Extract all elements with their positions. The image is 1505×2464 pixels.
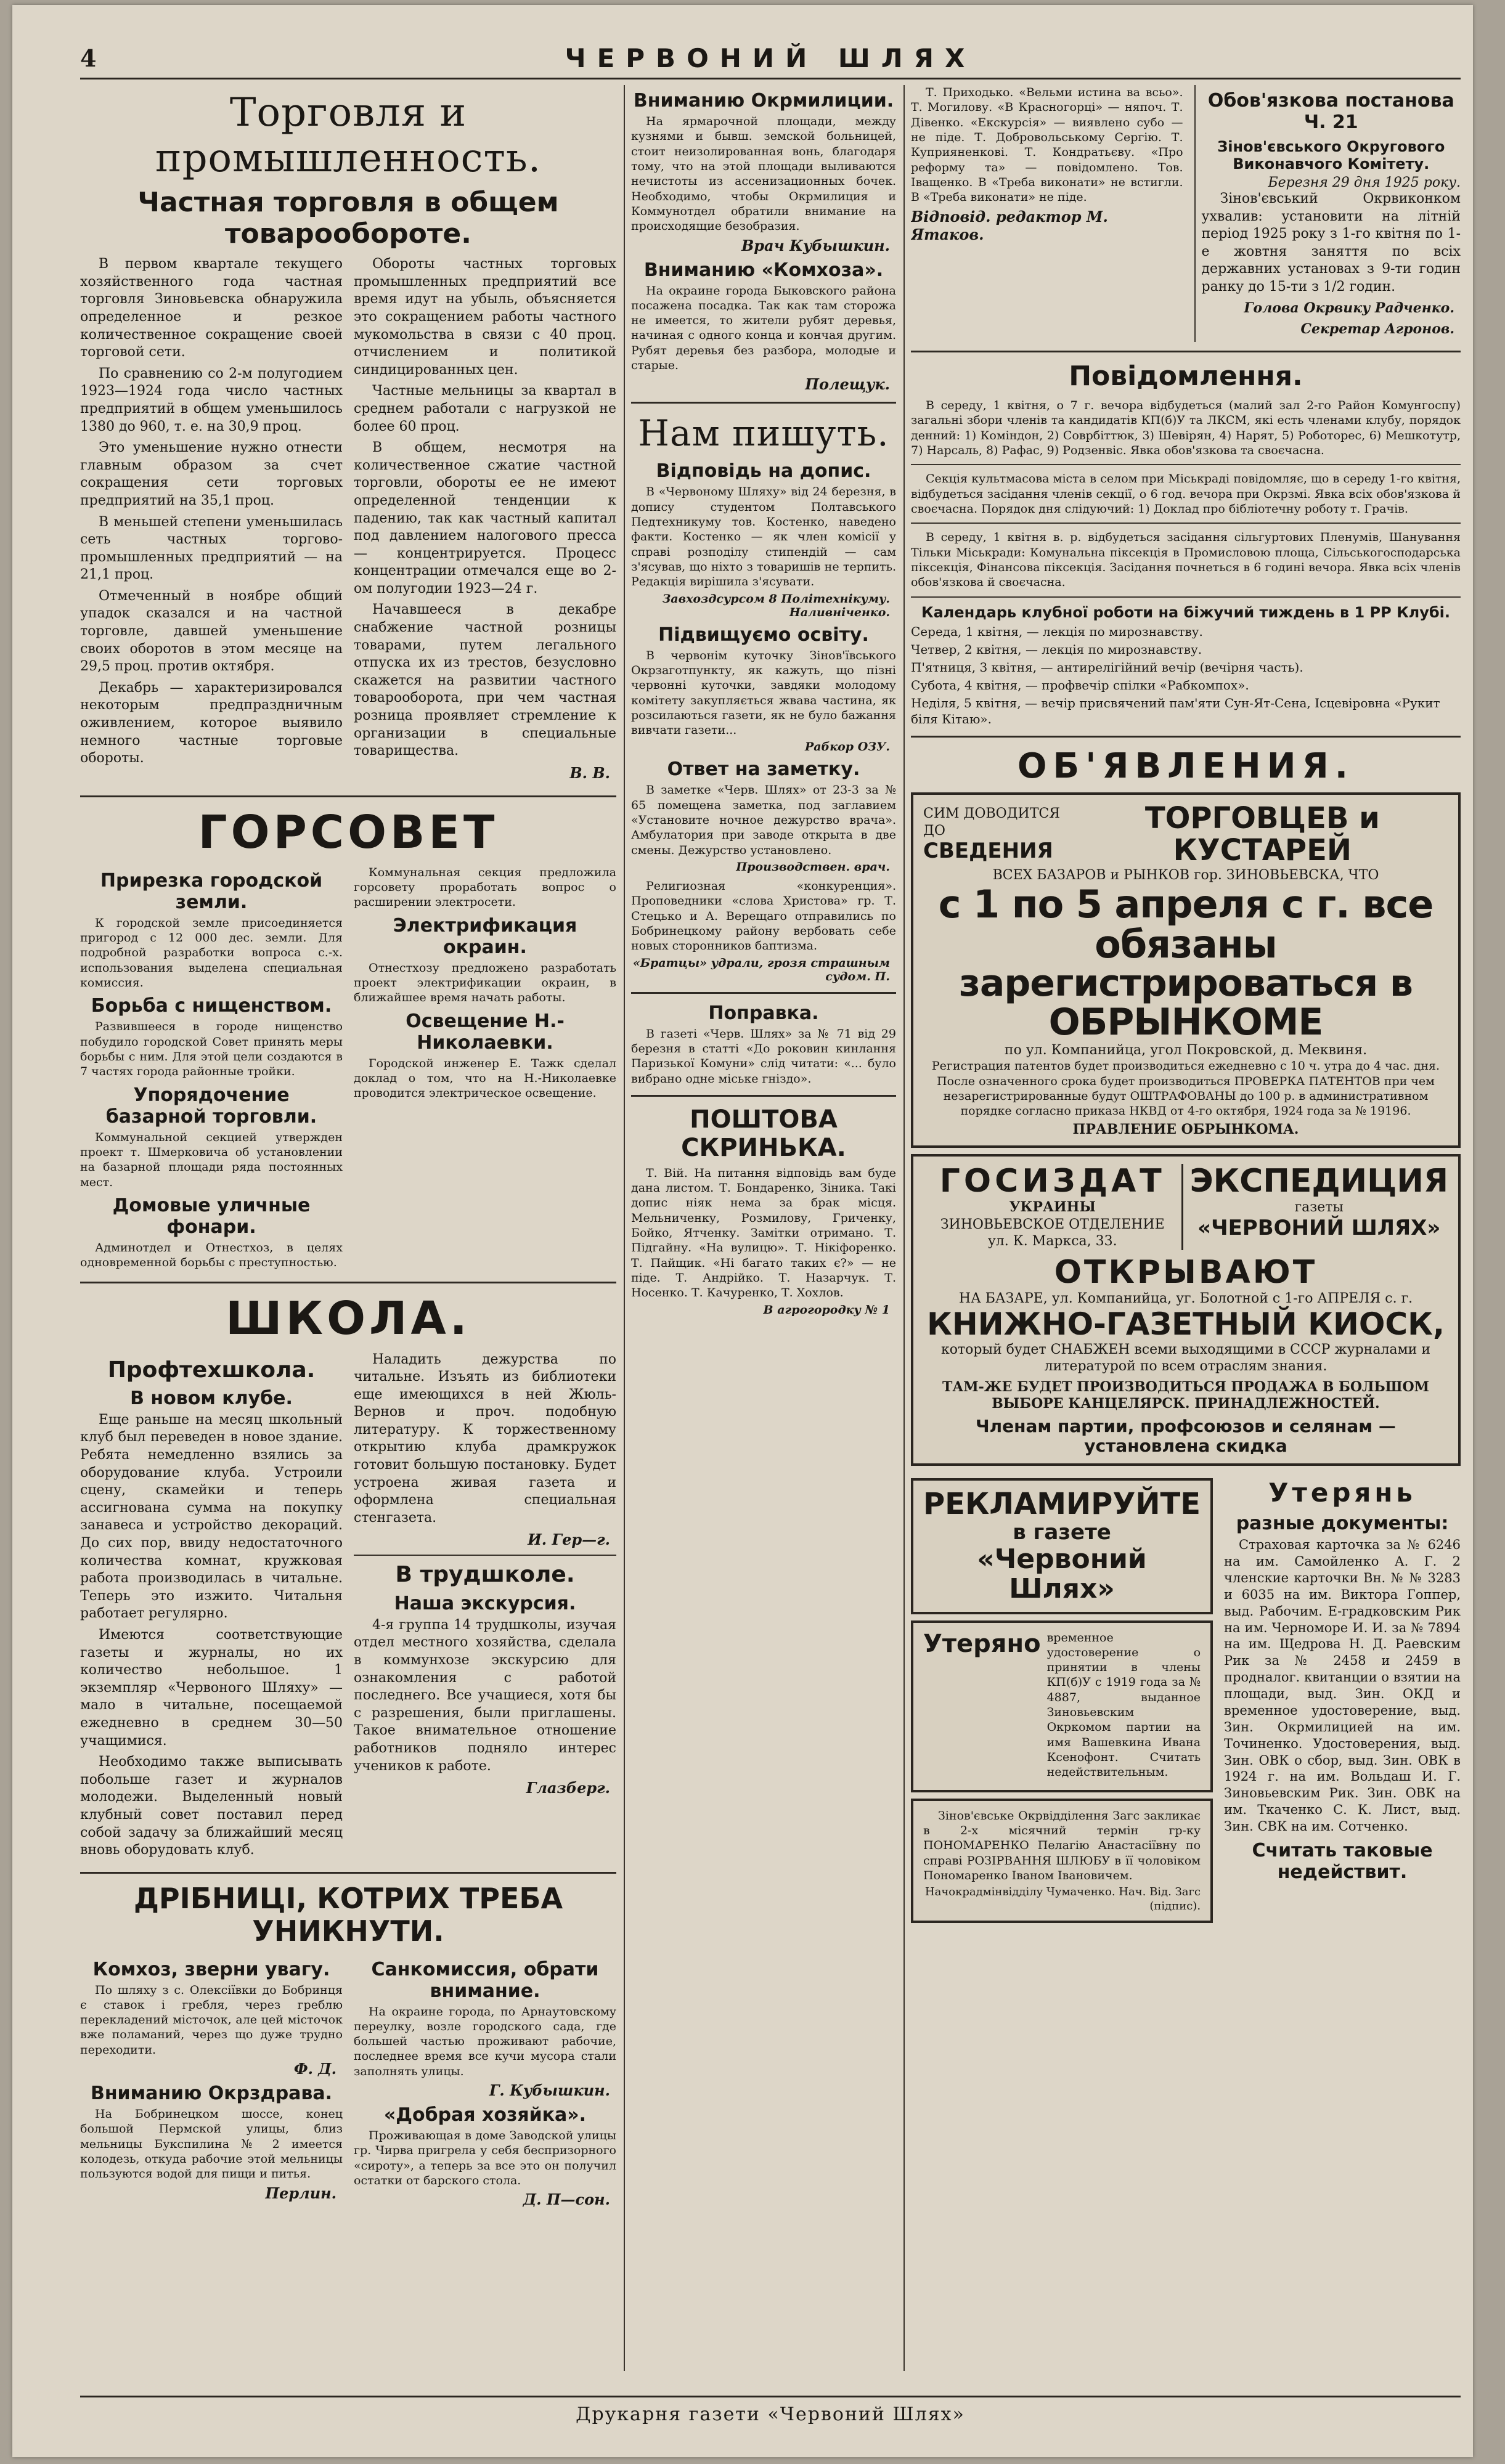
bottom-ads bbox=[911, 1472, 1461, 1929]
ad-signature: ПРАВЛЕНИЕ ОБРЫНКОМА. bbox=[1072, 1121, 1299, 1137]
calendar-item: П'ятниця, 3 квітня, — антирелігійний вечір (вечірня часть). bbox=[911, 659, 1303, 675]
signature: «Братцы» удрали, грозя страшным судом. П. bbox=[632, 956, 890, 983]
signature: В агрогородку № 1 bbox=[763, 1303, 890, 1317]
paragraph: В «Червоному Шляху» від 24 березня, в допису студентом Полтавського Педтехникуму тов. Костенко, наведено факти. Костенко — як член комісії у справі розподілу стипендій — сам з'ясував, що ніхто з товаришів не терпить. Редакція вирішила з'ясувати. bbox=[631, 485, 896, 589]
divider bbox=[631, 1095, 896, 1097]
paragraph: Частные мельницы за квартал в среднем работали с нагрузкой не более 60 проц. bbox=[354, 383, 616, 434]
paragraph: Т. Приходько. «Вельми истина ва всьо». Т. Могилову. «В Красногорці» — няпоч. Т. Дівенко. «Екскурсія» — виявлено субо — не піде. Т. Добровольському Сергію. Т. Куприяненкові. Т. Кондратьєву. «Про реформу та» — повідомлено. Тов. Іващенко. В «Треба виконати» не встигли. В «Треба виконати» не піде. bbox=[911, 86, 1183, 205]
section-title: Торговля и промышленность. bbox=[155, 90, 542, 181]
paragraph: В общем, несмотря на количественное сжатие частной торговли, обороты ее не имеют определенной тенденции к падению, так как частный капитал под давлением налогового пресса — концентрируется. Процесс концентрации отмечался еще во 2-ом полугодии 1923—24 г. bbox=[354, 440, 616, 596]
article-title: Вниманию Окрмилиции. bbox=[633, 90, 894, 112]
article-title: Профтехшкола. bbox=[107, 1357, 316, 1383]
news-text: К городской земле присоединяется пригород с 12 000 дес. земли. Для подробной разработки вопроса с.-х. использования выделена специальная комиссия. bbox=[80, 916, 343, 990]
divider bbox=[911, 464, 1461, 465]
ad-headline: КНИЖНО-ГАЗЕТНЫЙ КИОСК, bbox=[927, 1306, 1445, 1342]
paragraph: На Бобринецком шоссе, конец большой Пермской улицы, близ мельницы Букспилина № 2 имеется колодезь, откуда рабочие этой мельницы пользуются водой для пищи и питья. bbox=[80, 2107, 343, 2181]
ad-text: Регистрация патентов будет производиться ежедневно с 10 ч. утра до 4 час. дня. После означенного срока будет производиться ПРОВЕРКА ПАТЕНТОВ при чем незарегистрированные будут ОШТРАФОВАНЫ до 100 р. в административном порядке согласно приказа НКВД от 4-го октября, 1924 года за № 19196. bbox=[931, 1059, 1440, 1118]
signature: Голова Окрвику Радченко. bbox=[1244, 299, 1454, 316]
news-title: Борьба с нищенством. bbox=[91, 995, 332, 1017]
news-text: Админотдел и Отнестхоз, в целях одновременной борьбы с преступностью. bbox=[80, 1240, 343, 1270]
paragraph: В меньшей степени уменьшилась сеть частных торгово-промышленных предприятий — на 21,1 проц. bbox=[80, 514, 343, 583]
signature: Завхоздсурсом 8 Політехнікуму. Наливніченко. bbox=[662, 592, 890, 619]
ad-text: газеты bbox=[1294, 1200, 1344, 1216]
divider bbox=[631, 402, 896, 404]
section-title-school: ШКОЛА. bbox=[226, 1291, 471, 1345]
paragraph: Еще раньше на месяц школьный клуб был переведен в новое здание. Ребята немедленно взялись за оборудование клуба. Устроили сцену, скамейки и теперь ассигнована сумма на покупку занавеса и устройство декораций. До сих пор, ввиду недостаточного количества комнат, кружковая работа производилась в читальне. Теперь это изжито. Читальня работает регулярно. bbox=[80, 1412, 343, 1622]
ad-text: ТАМ-ЖЕ БУДЕТ ПРОИЗВОДИТЬСЯ ПРОДАЖА В БОЛЬШОМ ВЫБОРЕ КАНЦЕЛЯРСК. ПРИНАДЛЕЖНОСТЕЙ. bbox=[942, 1378, 1430, 1412]
paragraph: Зінов'євський Окрвиконком ухвалив: установити на літній період 1925 року з 1-го квітня по 1-е жовтня заняття по всіх державних установах з 9-ти годин ранку до 15-ти з 1/2 годин. bbox=[1201, 191, 1461, 295]
paragraph: Имеются соответствующие газеты и журналы, но их количество небольшое. 1 экземпляр «Червоного Шляху» — мало в читальне, посещаемой ежедневно в среднем 30—50 учащимися. bbox=[80, 1627, 343, 1749]
section-title-announcements: Повідомлення. bbox=[1069, 360, 1303, 392]
article-title: Вниманию Окрздрава. bbox=[90, 2083, 333, 2105]
ad-text: УКРАИНЫ bbox=[1009, 1199, 1096, 1216]
signature: Ф. Д. bbox=[293, 2060, 336, 2078]
paragraph: На окраине города Быковского района посажена посадка. Так как там сторожа не имеется, то жители рубят деревья, начиная с одного конца и кончая другим. Рубят деревья без разбора, молодые и старые. bbox=[631, 283, 896, 373]
paragraph: Обороты частных торговых промышленных предприятий все время идут на убыль, объясняется это сокращением работы частного мукомольства в связи с 40 проц. отчислением и политикой синдицированных цен. bbox=[354, 256, 616, 378]
column-2 bbox=[631, 85, 896, 2371]
paragraph: По сравнению со 2-м полугодием 1923—1924 года число частных предприятий в общем уменьшилось 1380 до 960, т. е. на 30,9 проц. bbox=[80, 365, 343, 434]
article-title: Підвищуємо освіту. bbox=[658, 624, 869, 646]
news-title: Упорядочение базарной торговли. bbox=[105, 1084, 317, 1128]
paragraph: По шляху з с. Олексіївки до Бобринця є ставок і гребля, через греблю перекладений місточок, але цей місточок вже поламаний, через що дуже трудно переходити. bbox=[80, 1983, 343, 2057]
ad-headline: ЭКСПЕДИЦИЯ bbox=[1189, 1163, 1448, 1200]
masthead bbox=[80, 41, 1461, 79]
section-title-ads: ОБ'ЯВЛЕНИЯ. bbox=[1017, 746, 1355, 786]
ad-text: ул. К. Маркса, 33. bbox=[987, 1234, 1117, 1250]
ad-text: который будет СНАБЖЕН всеми выходящими в СССР журналами и литературой по всем отраслям знания. bbox=[941, 1341, 1430, 1374]
ad-headline: ГОСИЗДАТ bbox=[939, 1163, 1165, 1200]
ad-text: СВЕДЕНИЯ bbox=[923, 839, 1053, 864]
divider bbox=[911, 736, 1461, 738]
column-rule bbox=[903, 85, 905, 2371]
news-text: Коммунальная секция предложила горсовету проработать вопрос о расширении электросети. bbox=[354, 865, 616, 909]
paragraph: Начавшееся в декабре снабжение частной розницы товарами, путем легального отпуска их из трестов, безусловно скажется на развитии частного товарооборота, при чем частная розница проявляет стремление к организации в специальные товарищества. bbox=[354, 602, 616, 759]
paragraph: В середу, 1 квітня в. р. відбудеться засідання сільгуртових Пленумів, Шанування Тільки Міськради: Комунальна піксекція в Промисловою площа, Сільськогосподарська піксекція, Фінансова піксекція. Засідання почнеться в 6 годині вечора. Явка всіх членів обов'язкова й своєчасна. bbox=[911, 531, 1461, 590]
divider bbox=[911, 596, 1461, 598]
page-number: 4 bbox=[80, 44, 97, 72]
ad-lost-certificate bbox=[911, 1620, 1213, 1792]
ad-headline: Утеряно bbox=[923, 1629, 1041, 1658]
paragraph: Наладить дежурства по читальне. Изъять из библиотеки еще имеющихся в ней Жюль-Вернов и проч. подобную литературу. К торжественному открытию клуба драмкружок готовит большую постановку. Будет устроена живая газета и оформлена специальная стенгазета. bbox=[354, 1351, 616, 1526]
paragraph: В газеті «Черв. Шлях» за № 71 від 29 березня в статті «До роковин кинлання Паризької Комуни» слід читати: «... було вибрано одне міське гніздо». bbox=[631, 1027, 896, 1086]
signature: Рабкор ОЗУ. bbox=[804, 740, 890, 754]
article-subtitle: Наша экскурсия. bbox=[394, 1592, 576, 1614]
ad-text: ЗИНОВЬЕВСКОЕ ОТДЕЛЕНИЕ bbox=[940, 1216, 1165, 1232]
signature: В. В. bbox=[569, 763, 610, 782]
paragraph: Т. Вій. На питання відповідь вам буде дана листом. Т. Бондаренко, Зіника. Такі допис ніяк нема за брак місця. Мельниченку, Розмилову, Гриченку, Бойко, Ятченку. Замітки отримано. Т. Підгайну. «На вулицю». Т. Нікіфоренко. Т. Пайщик. «Ні багато таких є?» — не піде. Т. Андрійко. Т. Назарчук. Т. Носенко. Т. Качуренко, Т. Хохлов. bbox=[631, 1166, 896, 1300]
ad-obrynkom bbox=[911, 792, 1461, 1149]
calendar-item: Середа, 1 квітня, — лекція по мирознавству. bbox=[911, 624, 1203, 639]
paragraph: Отмеченный в ноябре общий упадок сказался и на частной торговле, давшей уменьшение своих оборотов в этом месяце на 29,5 проц. против октября. bbox=[80, 588, 343, 675]
ad-headline: с 1 по 5 апреля с г. все обязаны bbox=[938, 881, 1434, 967]
ad-advertise bbox=[911, 1478, 1213, 1614]
ad-text: в газете bbox=[1013, 1519, 1111, 1545]
column-3 bbox=[911, 85, 1461, 2371]
divider bbox=[354, 1555, 616, 1556]
ad-text: ВСЕХ БАЗАРОВ и РЫНКОВ гор. ЗИНОВЬЕВСКА, ЧТО bbox=[992, 868, 1379, 884]
paragraph: В червонім куточку Зінов'ївського Окрзаготпункту, як кажуть, що пізні червонні куточки, завдяки молодому комітету закупляється жвава частина, як розсилаються газети, як не було бажання вивчати газети... bbox=[631, 648, 896, 738]
ad-headline: ТОРГОВЦЕВ и КУСТАРЕЙ bbox=[1144, 800, 1380, 868]
divider bbox=[911, 351, 1461, 352]
lost-end: Считать таковые недействит. bbox=[1252, 1839, 1433, 1883]
paragraph: В первом квартале текущего хозяйственного года частная торговля Зиновьевска обнаружила определенное и резкое количественное сокращение своей торговой сети. bbox=[80, 256, 343, 360]
signature: Производствен. врач. bbox=[736, 860, 890, 874]
calendar-item: Четвер, 2 квітня, — лекція по мирознавству. bbox=[911, 641, 1202, 657]
news-text: Отнестхозу предложено разработать проект электрификации окраин, в ближайшее время начать работы. bbox=[354, 961, 616, 1005]
news-title: Освещение Н.-Николаевки. bbox=[406, 1010, 565, 1054]
signature: Глазберг. bbox=[526, 1779, 610, 1797]
calendar-item: Неділя, 5 квітня, — вечір присвячений пам'яти Сун-Ят-Сена, Ісцевіровна «Рукит біля Кітаю». bbox=[911, 695, 1440, 726]
article-headline: Частная торговля в общем товарообороте. bbox=[137, 187, 559, 250]
article-title: Ответ на заметку. bbox=[667, 758, 860, 781]
paragraph: Это уменьшение нужно отнести главным образом за счет сокращения сети торговых предприятий на 35,1 проц. bbox=[80, 440, 343, 508]
ad-text: НА БАЗАРЕ, ул. Компанийца, уг. Болотной с 1-го АПРЕЛЯ с. г. bbox=[958, 1291, 1413, 1306]
ad-headline: зарегистрироваться в ОБРЫНКОМЕ bbox=[958, 961, 1413, 1044]
divider bbox=[80, 1872, 616, 1874]
article-title: Поправка. bbox=[708, 1002, 819, 1024]
column-1 bbox=[80, 85, 616, 2371]
ad-zags bbox=[911, 1799, 1213, 1924]
newspaper-page bbox=[12, 5, 1473, 2457]
lost-title: Утерянь bbox=[1268, 1477, 1416, 1508]
signature: Секретар Агронов. bbox=[1300, 320, 1454, 337]
divider bbox=[631, 992, 896, 994]
divider bbox=[911, 522, 1461, 524]
news-title: Электрификация окраин. bbox=[393, 914, 577, 958]
paragraph: На ярмарочной площади, между кузнями и бывш. земской больницей, стоит неизолированная вонь, благодаря тому, что на этой площади выливаются нечистоты из ассенизационных бочек. Необходимо, чтобы Окрмилиция и Коммунотдел обратили внимание на происходящие безобразия. bbox=[631, 115, 896, 234]
calendar-title: Календарь клубної роботи на біжучий тиждень в 1 РР Клубі. bbox=[921, 603, 1451, 621]
ad-headline: «Червоний Шлях» bbox=[977, 1543, 1147, 1605]
section-title-mailbox: ПОШТОВА СКРИНЬКА. bbox=[681, 1105, 846, 1162]
ad-text: по ул. Компанийца, угол Покровской, д. Меквиня. bbox=[1004, 1042, 1368, 1058]
top-row bbox=[911, 85, 1461, 342]
calendar-item: Субота, 4 квітня, — профвечір спілки «Рабкомпох». bbox=[911, 677, 1249, 693]
gorsovet-news bbox=[80, 865, 616, 1273]
article-title: Відповідь на допис. bbox=[656, 460, 871, 482]
news-text: Коммунальной секцией утвержден проект т. Шмерковича об установлении на базарной площади ряда постоянных мест. bbox=[80, 1130, 343, 1189]
decree-date: Березня 29 дня 1925 року. bbox=[1268, 175, 1461, 190]
ad-signature: Начокрадмінвідділу Чумаченко. Нач. Від. Загс (підпис). bbox=[924, 1885, 1201, 1913]
news-text: Городской инженер Е. Тажк сделал доклад о том, что на Н.-Николаевке проводится электрическое освещение. bbox=[354, 1056, 616, 1100]
paragraph: В середу, 1 квітня, о 7 г. вечора відбудеться (малий зал 2-го Район Комунгоспу) загальні збори членів та кандидатів КП(б)У та ЛКСМ, які есть членами клубу, порядок денний: 1) Коміндон, 2) Соврбіттюк, 3) Шевірян, 4) Нарят, 5) Роботорес, 6) Мешкотутр, 7) Нарсаль, 8) Рафас, 9) Родзенвіс. Явка обов'язкова та своєчасна. bbox=[911, 399, 1461, 458]
paragraph: Проживающая в доме Заводской улицы гр. Чирва пригрела у себя беспризорного «сироту», а теперь за все это он получил остатки от барского стола. bbox=[354, 2129, 616, 2188]
ad-gosizdat bbox=[911, 1154, 1461, 1466]
lost-list: Страховая карточка за № 6246 на им. Самойленко А. Г. 2 членские карточки Вн. № № 3283 и 6035 на им. Виктора Гоппер, выд. Рабочим. Е-градковским Рик на им. Черноморе И. И. за № 7894 на им. Щедрова Н. Д. Раевским Рик за № 2458 и 2459 в продналог. квитанции о взятии на площади, выд. Зин. ОКД и временное удостоверение, выд. Зин. Окрмилицией на им. Точиненко. Удостоверения, выд. Зин. ОВК о сбор, выд. Зин. ОВК в 1924 г. на им. Вольдаш И. Г. Зиновьевским Рик. Зин. ОВК на им. Ткаченко С. К. Лист, выд. Зин. СВК на им. Сотченко. bbox=[1224, 1537, 1461, 1834]
paragraph: Секція культмасова міста в селом при Міськраді повідомляє, що в середу 1-го квітня, відбудеться засідання членів секції, о 6 год. вечора при Окрзмі. Явка всіх обов'язкова й своєчасна. Порядок дня слідуючий: 1) Доклад про бібліотечну роботу т. Грачів. bbox=[911, 472, 1461, 516]
news-title: Домовые уличные фонари. bbox=[112, 1194, 311, 1238]
editor-line: Відповід. редактор М. Ятаков. bbox=[911, 207, 1108, 243]
decree-subtitle: Зінов'євського Округового Виконавчого Комітету. bbox=[1217, 138, 1445, 173]
printer-footer: Друкарня газети «Червоний Шлях» bbox=[80, 2396, 1461, 2425]
newspaper-title: ЧЕРВОНИЙ ШЛЯХ bbox=[565, 43, 976, 73]
divider bbox=[80, 1282, 616, 1283]
dribnytsi-articles bbox=[80, 1954, 616, 2214]
article-title: «Добрая хозяйка». bbox=[383, 2104, 587, 2126]
paragraph: На окраине города, по Арнаутовскому переулку, возле городского сада, где большей частью проживают рабочие, последнее время все кучи мусора стали заполнять улицы. bbox=[354, 2004, 616, 2078]
ad-text: Членам партии, профсоюзов и селянам — установлена скидка bbox=[976, 1415, 1396, 1456]
article-title: Комхоз, зверни увагу. bbox=[92, 1958, 330, 1980]
article-subtitle: В новом клубе. bbox=[130, 1387, 293, 1409]
lost-subtitle: разные документы: bbox=[1236, 1513, 1449, 1535]
ad-headline: «ЧЕРВОНИЙ ШЛЯХ» bbox=[1197, 1215, 1441, 1240]
section-title-nam-pyshut: Нам пишуть. bbox=[638, 412, 889, 455]
paragraph: В заметке «Черв. Шлях» от 23-3 за № 65 помещена заметка, под заглавием «Установите ночное дежурство врача». Амбулатория при заводе открыта в две смены. Дежурство установлено. bbox=[631, 783, 896, 857]
lost-documents bbox=[1224, 1472, 1461, 1929]
article-trade bbox=[80, 256, 616, 787]
news-title: Прирезка городской земли. bbox=[100, 869, 323, 913]
section-title-dribnytsi: ДРІБНИЦІ, КОТРИХ ТРЕБА УНИКНУТИ. bbox=[133, 1881, 563, 1948]
news-text: Развившееся в городе нищенство побудило городской Совет принять меры борьбы с ним. Для этой цели создаются в 7 частях города районные тройки. bbox=[80, 1020, 343, 1079]
signature: Перлин. bbox=[265, 2184, 336, 2202]
article-title: Вниманию «Комхоза». bbox=[643, 259, 884, 281]
section-title-gorsovet: ГОРСОВЕТ bbox=[198, 805, 499, 859]
calendar-list bbox=[911, 624, 1461, 727]
ad-text: Зінов'євське Окрвідділення Загс закликає в 2-х місячний термін гр-ку ПОНОМАРЕНКО Пелагію Анастасіївну по справі РОЗІРВАННЯ ШЛЮБУ в її чоловіком Пономаренко Іваном Івановичем. bbox=[923, 1808, 1201, 1882]
signature: Врач Кубышкин. bbox=[741, 236, 890, 254]
article-title: Санкомиссия, обрати внимание. bbox=[371, 1958, 599, 2002]
school-articles bbox=[80, 1351, 616, 1863]
ad-headline: ОТКРЫВАЮТ bbox=[1054, 1253, 1318, 1291]
signature: Полещук. bbox=[805, 375, 890, 394]
divider bbox=[80, 795, 616, 797]
signature: Д. П—сон. bbox=[523, 2190, 610, 2209]
ad-headline: РЕКЛАМИРУЙТЕ bbox=[923, 1486, 1201, 1521]
paragraph: Необходимо также выписывать побольше газет и журналов молодежи. Выделенный новый клубный совет поставил перед собой задачу за ближайший месяц вновь оборудовать клуб. bbox=[80, 1754, 343, 1858]
column-rule bbox=[624, 85, 625, 2371]
paragraph: Религиозная «конкуренция». Проповедники «слова Христова» гр. Т. Стецько и А. Верещаго отправились по Бобринецкому району вербовать себе новых сторонников баптизма. bbox=[631, 879, 896, 953]
paragraph: 4-я группа 14 трудшколы, изучая отдел местного хозяйства, сделала в коммунхозе экскурсию для ознакомления с работой последнего. Все учащиеся, хотя бы с разрешения, были приглашены. Такое внимательное отношение работников подняло интерес учеников к работе. bbox=[354, 1617, 616, 1774]
signature: И. Гер—г. bbox=[528, 1531, 610, 1549]
signature: Г. Кубышкин. bbox=[489, 2081, 610, 2100]
ad-text: временное удостоверение о принятии в члены КП(б)У с 1919 года за № 4887, выданное Зиновьевским Окркомом партии на имя Вашевкина Ивана Ксенофонт. Считать недействительным. bbox=[1046, 1630, 1201, 1779]
article-title: В трудшколе. bbox=[395, 1562, 575, 1588]
ad-text: СИМ ДОВОДИТСЯ ДО bbox=[923, 806, 1061, 839]
paragraph: Декабрь — характеризировался некоторым предпраздничным оживлением, которое выявило немного частные торговые обороты. bbox=[80, 680, 343, 766]
decree-title: Обов'язкова постанова Ч. 21 bbox=[1207, 90, 1454, 133]
